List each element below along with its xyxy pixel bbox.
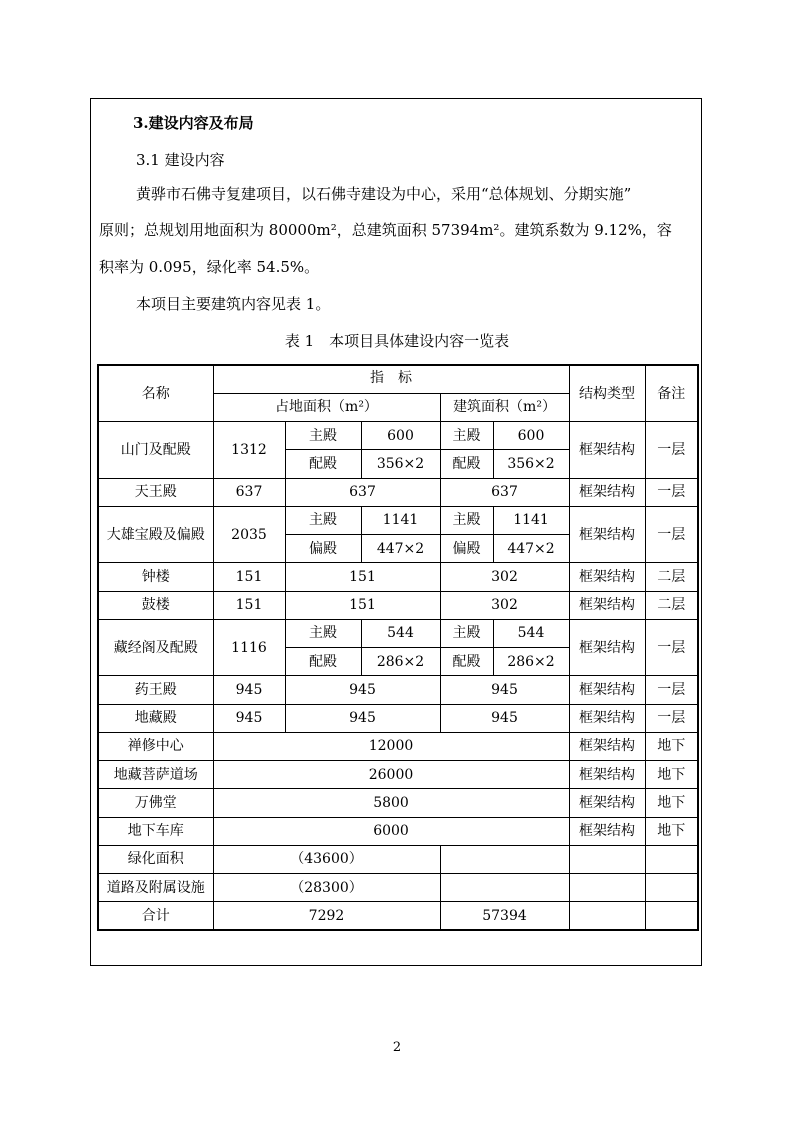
remark: 二层 <box>645 563 698 591</box>
structure-type: 框架结构 <box>569 704 645 732</box>
table-row <box>98 874 698 902</box>
build-area-value: 637 <box>440 478 569 506</box>
row-name: 藏经阁及配殿 <box>98 619 213 676</box>
table-row <box>98 478 698 506</box>
hall-label: 配殿 <box>285 450 361 478</box>
hall-label: 主殿 <box>285 506 361 534</box>
land-area-value: 544 <box>361 619 440 647</box>
land-area-total: 1116 <box>213 619 285 676</box>
land-area-value: 356×2 <box>361 450 440 478</box>
remark: 一层 <box>645 478 698 506</box>
section-title: 3.建设内容及布局 <box>133 114 254 132</box>
paragraph-line: 积率为 0.095，绿化率 54.5%。 <box>99 258 320 276</box>
remark: 一层 <box>645 676 698 704</box>
table-row <box>98 761 698 789</box>
land-area-total: 945 <box>213 676 285 704</box>
structure-type: 框架结构 <box>569 761 645 789</box>
build-area-value: 356×2 <box>493 450 569 478</box>
header-land-area: 占地面积（m²） <box>213 393 440 421</box>
structure-type: 框架结构 <box>569 506 645 563</box>
remark: 地下 <box>645 761 698 789</box>
hall-label: 偏殿 <box>285 535 361 563</box>
land-area-total: 637 <box>213 478 285 506</box>
row-name: 大雄宝殿及偏殿 <box>98 506 213 563</box>
table-row <box>98 563 698 591</box>
land-area-total: 151 <box>213 591 285 619</box>
structure-type: 框架结构 <box>569 563 645 591</box>
structure-type: 框架结构 <box>569 789 645 817</box>
remark <box>645 874 698 902</box>
remark: 一层 <box>645 619 698 676</box>
row-name: 合计 <box>98 902 213 930</box>
table-row <box>98 676 698 704</box>
land-area-value: 151 <box>285 591 440 619</box>
build-area-value: 945 <box>440 676 569 704</box>
build-area-value: 945 <box>440 704 569 732</box>
remark: 二层 <box>645 591 698 619</box>
structure-type: 框架结构 <box>569 591 645 619</box>
structure-type: 框架结构 <box>569 676 645 704</box>
build-area-value <box>440 845 569 873</box>
build-area-value: 1141 <box>493 506 569 534</box>
build-area-value: 12000 <box>213 732 569 760</box>
table-row <box>98 845 698 873</box>
header-name: 名称 <box>98 365 213 422</box>
build-area-value: 6000 <box>213 817 569 845</box>
row-name: 禅修中心 <box>98 732 213 760</box>
page-number: 2 <box>392 1040 402 1055</box>
structure-type <box>569 845 645 873</box>
table-row <box>98 619 698 647</box>
land-area-value: 7292 <box>213 902 440 930</box>
hall-label: 主殿 <box>285 619 361 647</box>
row-name: 地藏菩萨道场 <box>98 761 213 789</box>
paragraph-line: 黄骅市石佛寺复建项目，以石佛寺建设为中心，采用“总体规划、分期实施” <box>136 185 632 203</box>
land-area-value: （28300） <box>213 874 440 902</box>
land-area-value: 286×2 <box>361 648 440 676</box>
table-row <box>98 789 698 817</box>
hall-label: 配殿 <box>440 648 493 676</box>
row-name: 钟楼 <box>98 563 213 591</box>
table-row <box>98 591 698 619</box>
row-name: 药王殿 <box>98 676 213 704</box>
row-name: 鼓楼 <box>98 591 213 619</box>
paragraph-line: 原则；总规划用地面积为 80000m²，总建筑面积 57394m²。建筑系数为 9.12%，容 <box>99 221 672 239</box>
hall-label: 主殿 <box>440 619 493 647</box>
land-area-value: 945 <box>285 676 440 704</box>
remark: 地下 <box>645 789 698 817</box>
remark: 一层 <box>645 506 698 563</box>
hall-label: 偏殿 <box>440 535 493 563</box>
remark: 一层 <box>645 422 698 479</box>
build-area-value: 286×2 <box>493 648 569 676</box>
land-area-value: 945 <box>285 704 440 732</box>
hall-label: 主殿 <box>440 506 493 534</box>
structure-type: 框架结构 <box>569 422 645 479</box>
table-reference-note: 本项目主要建筑内容见表 1。 <box>136 295 331 313</box>
remark <box>645 902 698 930</box>
structure-type: 框架结构 <box>569 817 645 845</box>
row-name: 山门及配殿 <box>98 422 213 479</box>
row-name: 万佛堂 <box>98 789 213 817</box>
table-row <box>98 817 698 845</box>
structure-type <box>569 874 645 902</box>
table-row <box>98 422 698 450</box>
land-area-value: 1141 <box>361 506 440 534</box>
land-area-value: （43600） <box>213 845 440 873</box>
table-row <box>98 732 698 760</box>
row-name: 天王殿 <box>98 478 213 506</box>
remark <box>645 845 698 873</box>
header-build-area: 建筑面积（m²） <box>440 393 569 421</box>
land-area-value: 600 <box>361 422 440 450</box>
land-area-value: 447×2 <box>361 535 440 563</box>
build-area-value: 5800 <box>213 789 569 817</box>
structure-type: 框架结构 <box>569 478 645 506</box>
build-area-value <box>440 874 569 902</box>
header-indicator: 指 标 <box>213 365 569 393</box>
row-name: 地藏殿 <box>98 704 213 732</box>
structure-type: 框架结构 <box>569 732 645 760</box>
hall-label: 主殿 <box>440 422 493 450</box>
table-row <box>98 902 698 930</box>
row-name: 地下车库 <box>98 817 213 845</box>
land-area-total: 2035 <box>213 506 285 563</box>
table-row <box>98 704 698 732</box>
build-area-value: 302 <box>440 563 569 591</box>
build-area-value: 447×2 <box>493 535 569 563</box>
remark: 一层 <box>645 704 698 732</box>
construction-table <box>97 364 699 931</box>
hall-label: 配殿 <box>285 648 361 676</box>
build-area-value: 302 <box>440 591 569 619</box>
land-area-total: 1312 <box>213 422 285 479</box>
build-area-value: 26000 <box>213 761 569 789</box>
build-area-value: 57394 <box>440 902 569 930</box>
build-area-value: 544 <box>493 619 569 647</box>
remark: 地下 <box>645 732 698 760</box>
land-area-value: 637 <box>285 478 440 506</box>
land-area-total: 945 <box>213 704 285 732</box>
build-area-value: 600 <box>493 422 569 450</box>
header-structure: 结构类型 <box>569 365 645 422</box>
structure-type: 框架结构 <box>569 619 645 676</box>
structure-type <box>569 902 645 930</box>
remark: 地下 <box>645 817 698 845</box>
row-name: 道路及附属设施 <box>98 874 213 902</box>
header-remark: 备注 <box>645 365 698 422</box>
row-name: 绿化面积 <box>98 845 213 873</box>
hall-label: 配殿 <box>440 450 493 478</box>
table-row <box>98 506 698 534</box>
land-area-total: 151 <box>213 563 285 591</box>
table-caption: 表 1 本项目具体建设内容一览表 <box>284 332 510 350</box>
section-subtitle: 3.1 建设内容 <box>136 151 225 169</box>
hall-label: 主殿 <box>285 422 361 450</box>
land-area-value: 151 <box>285 563 440 591</box>
